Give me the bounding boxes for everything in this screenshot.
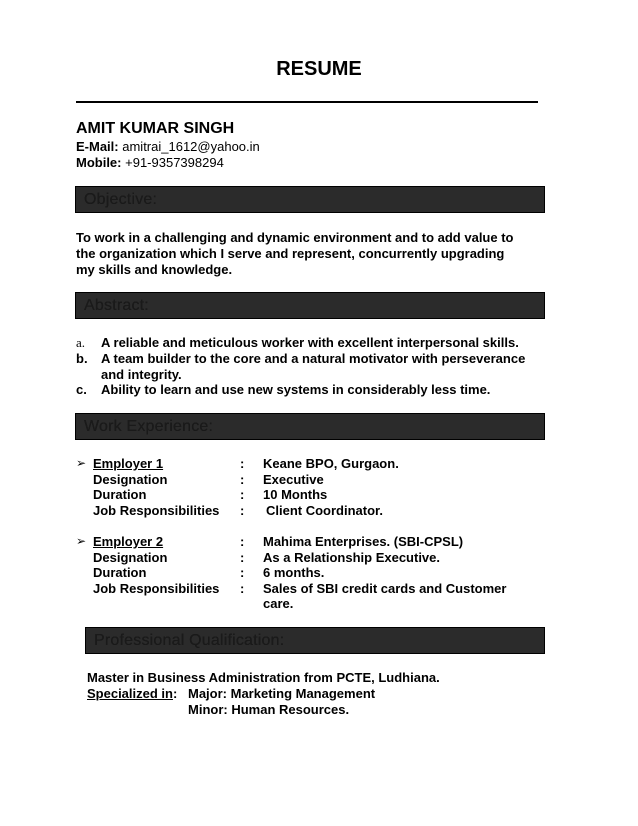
employer-label: Employer 2 [93, 534, 164, 549]
objective-line: my skills and knowledge. [76, 262, 233, 277]
abstract-item [76, 335, 556, 351]
candidate-name: AMIT KUMAR SINGH [76, 120, 235, 137]
abstract-item [76, 382, 556, 398]
work-heading-bar [75, 413, 545, 440]
responsibilities-label: Job Responsibilities [93, 502, 220, 518]
abstract-item-text: A team builder to the core and a natural motivator with perseverance [101, 351, 526, 366]
designation-label: Designation [93, 471, 168, 487]
objective-text [76, 230, 556, 278]
colon: : [240, 534, 245, 549]
email-line [76, 139, 260, 154]
duration-row [76, 487, 556, 503]
employer-value: Mahima Enterprises. (SBI-CPSL) [263, 534, 464, 549]
responsibilities-value: Client Coordinator. [266, 502, 383, 518]
responsibilities-value: Sales of SBI credit cards and Customer [263, 580, 507, 596]
employer-label: Employer 1 [93, 456, 164, 471]
duration-value: 10 Months [263, 487, 328, 503]
employer-row [76, 456, 556, 472]
email-label: E-Mail: [76, 139, 119, 154]
list-marker: b. [76, 351, 88, 366]
arrow-bullet-icon: ➢ [76, 534, 87, 548]
duration-label: Duration [93, 487, 147, 503]
designation-value: Executive [263, 471, 324, 487]
list-marker: a. [76, 335, 86, 350]
colon: : [240, 502, 245, 518]
employer-value: Keane BPO, Gurgaon. [263, 456, 399, 471]
list-marker: c. [76, 382, 87, 397]
designation-value: As a Relationship Executive. [263, 549, 441, 565]
mobile-line [76, 155, 224, 170]
abstract-item [76, 351, 556, 383]
employer-row [76, 534, 556, 550]
colon: : [240, 456, 245, 471]
colon: : [240, 487, 245, 503]
objective-line: the organization which I serve and represent, concurrently upgrading [76, 246, 505, 261]
objective-line: To work in a challenging and dynamic environment and to add value to [76, 230, 514, 245]
email-value: amitrai_1612@yahoo.in [122, 139, 260, 154]
specialized-label: Specialized in [87, 686, 173, 701]
abstract-item-text: Ability to learn and use new systems in considerably less time. [101, 382, 491, 397]
colon: : [240, 471, 245, 487]
responsibilities-label: Job Responsibilities [93, 580, 220, 596]
responsibilities-row [76, 581, 556, 613]
work-heading: Work Experience: [84, 418, 214, 435]
duration-row [76, 565, 556, 581]
colon: : [240, 549, 245, 565]
employer-block [76, 456, 556, 520]
major-specialization: Major: Marketing Management [188, 686, 376, 701]
page-title: RESUME [276, 58, 362, 80]
abstract-item-text: A reliable and meticulous worker with excellent interpersonal skills. [101, 335, 519, 350]
mobile-label: Mobile: [76, 155, 122, 170]
responsibilities-value: care. [263, 596, 294, 612]
qualification-heading: Professional Qualification: [94, 632, 285, 649]
abstract-heading-bar [75, 292, 545, 319]
degree-line: Master in Business Administration from PCTE, Ludhiana. [87, 670, 440, 685]
designation-row [76, 550, 556, 566]
designation-label: Designation [93, 549, 168, 565]
mobile-value: +91-9357398294 [125, 155, 224, 170]
qualification-heading-bar [85, 627, 545, 654]
objective-heading-bar [75, 186, 545, 213]
designation-row [76, 472, 556, 488]
employer-block [76, 534, 556, 614]
duration-value: 6 months. [263, 565, 325, 581]
colon: : [240, 565, 245, 581]
specialized-colon: : [172, 686, 178, 701]
duration-label: Duration [93, 565, 147, 581]
objective-heading: Objective: [84, 191, 158, 208]
arrow-bullet-icon: ➢ [76, 456, 87, 470]
abstract-heading: Abstract: [84, 297, 149, 314]
minor-specialization: Minor: Human Resources. [188, 702, 350, 717]
title-divider [76, 101, 538, 103]
abstract-item-text: and integrity. [101, 367, 182, 382]
colon: : [240, 580, 245, 596]
specialization-line [87, 686, 547, 702]
responsibilities-row [76, 503, 556, 519]
